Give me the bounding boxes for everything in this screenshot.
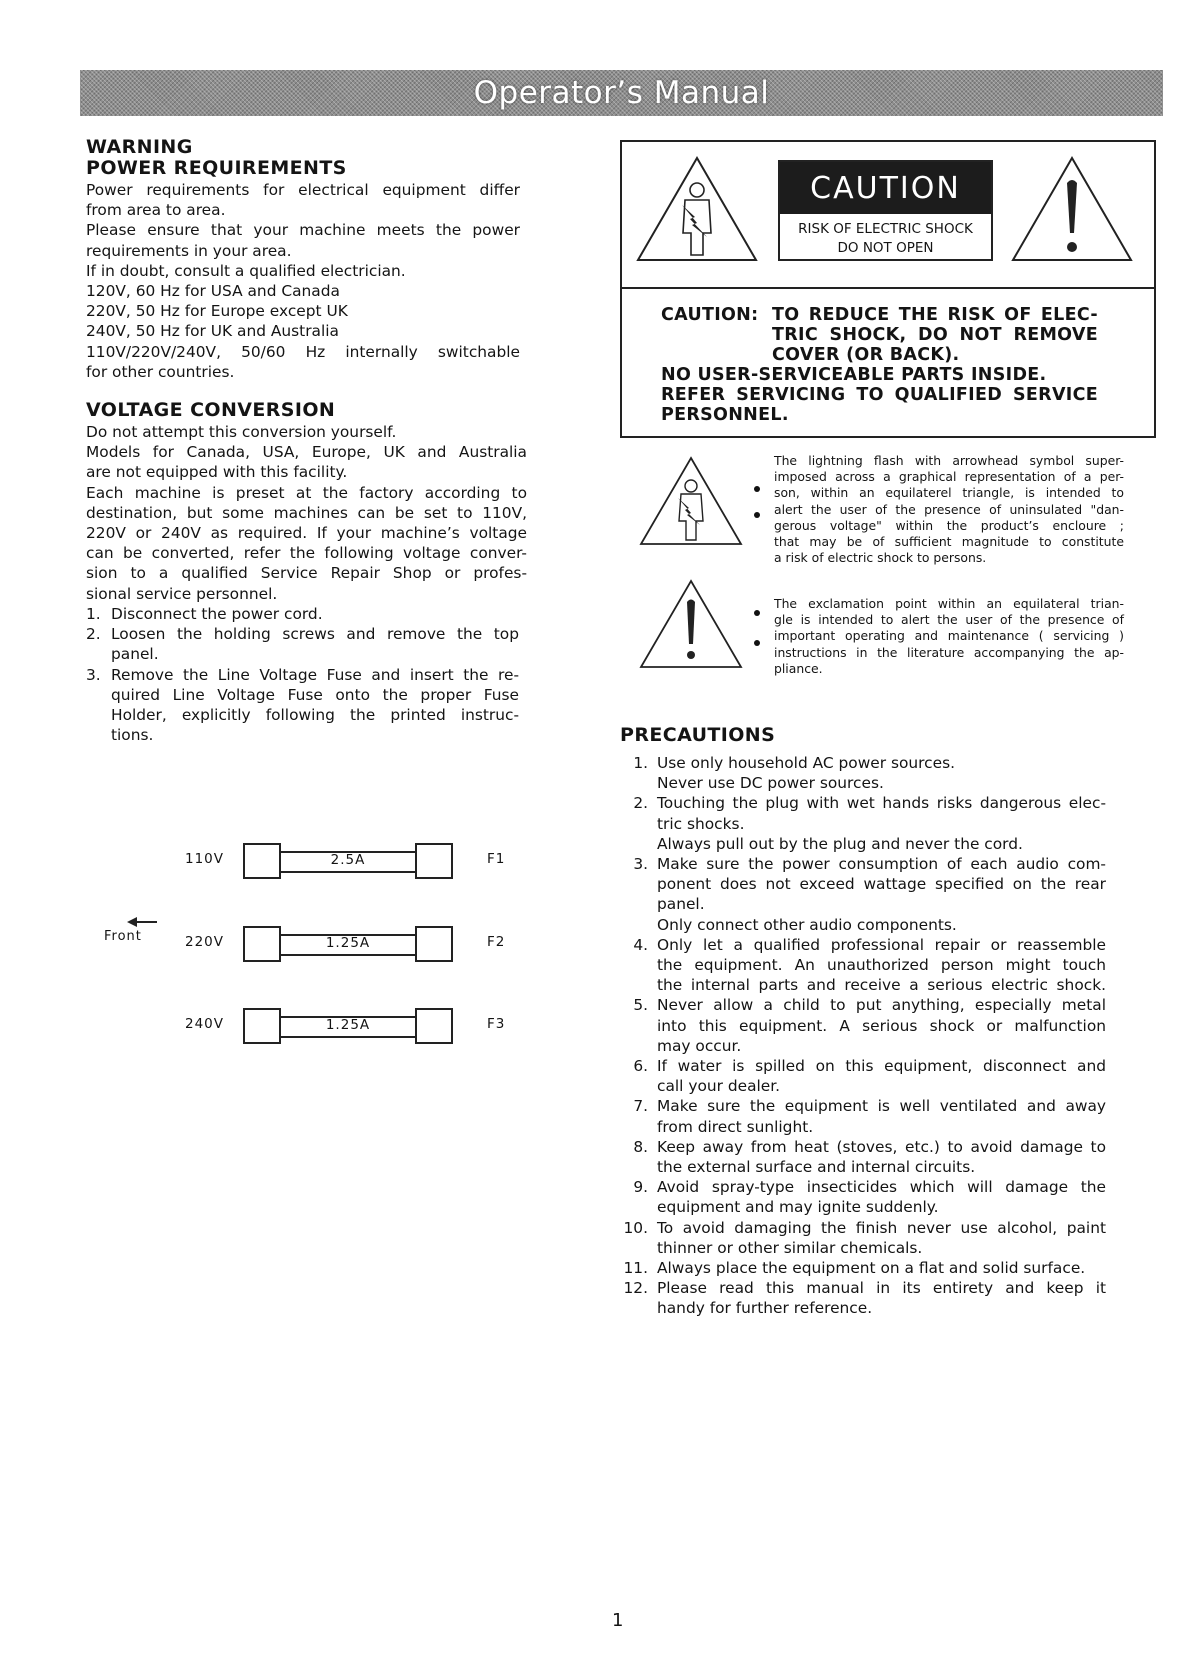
step-number: 2. <box>86 625 101 644</box>
text-line: a risk of electric shock to persons. <box>774 550 987 566</box>
text-line: Never use DC power sources. <box>657 774 884 793</box>
text-line: To avoid damaging the finish never use alcohol, paint <box>657 1218 1106 1237</box>
list-item <box>620 1278 1106 1318</box>
exclamation-triangle-icon <box>638 578 744 670</box>
item-number: 3. <box>633 855 648 874</box>
list-item <box>620 1218 1106 1258</box>
text-line: are not equipped with this facility. <box>86 463 348 482</box>
item-number: 4. <box>633 935 648 954</box>
voltage-steps-list <box>86 604 527 745</box>
text-line: for other countries. <box>86 362 235 381</box>
text-line: Make sure the power consumption of each audio com- <box>657 855 1106 874</box>
text-line: Please ensure that your machine meets the power <box>86 221 520 240</box>
arrow-left-icon <box>127 916 159 928</box>
fuse-voltage: 220V <box>185 934 225 950</box>
item-number: 11. <box>623 1259 648 1278</box>
text-line: from direct sunlight. <box>657 1117 814 1136</box>
text-line: Models for Canada, USA, Europe, UK and Australia <box>86 443 527 462</box>
caution-heading: CAUTION <box>780 162 991 214</box>
list-item <box>86 624 527 664</box>
text-line: The lightning flash with arrowhead symbol super- <box>774 453 1124 468</box>
text-line: into this equipment. A serious shock or malfunction <box>657 1016 1106 1035</box>
caution-line: TO REDUCE THE RISK OF ELEC- <box>772 305 1098 325</box>
text-line: the internal parts and receive a serious electric shock. <box>657 976 1106 995</box>
divider <box>620 287 1156 289</box>
voltage-conversion-heading: VOLTAGE CONVERSION <box>86 399 336 421</box>
text-line: Never allow a child to put anything, especially metal <box>657 996 1106 1015</box>
text-line: Keep away from heat (stoves, etc.) to avoid damage to <box>657 1137 1106 1156</box>
text-line: destination, but some machines can be set to 110V, <box>86 503 527 522</box>
lightning-symbol-text <box>774 453 1124 566</box>
text-line: tric shocks. <box>657 814 745 833</box>
text-line: that may be of sufficient magnitude to constitute <box>774 534 1124 550</box>
fuse-id: F1 <box>487 851 506 867</box>
precautions-list <box>620 753 1106 1319</box>
list-item <box>620 1177 1106 1217</box>
fuse-voltage: 240V <box>185 1016 225 1032</box>
text-line: quired Line Voltage Fuse onto the proper Fuse <box>111 685 519 704</box>
power-requirements-heading: POWER REQUIREMENTS <box>86 157 347 179</box>
text-line: Do not attempt this conversion yourself. <box>86 423 397 441</box>
text-line: 220V, 50 Hz for Europe except UK <box>86 302 348 321</box>
text-line: the external surface and internal circuits. <box>657 1158 976 1177</box>
text-line: 240V, 50 Hz for UK and Australia <box>86 322 339 341</box>
text-line: from area to area. <box>86 201 226 220</box>
fuse-holder-icon <box>243 1003 453 1045</box>
list-item <box>86 665 527 746</box>
bullet <box>754 486 760 492</box>
text-line: ponent does not exceed wattage specified on the rear <box>657 875 1106 894</box>
list-item <box>620 1258 1106 1278</box>
text-line: Always place the equipment on a flat and solid surface. <box>657 1259 1086 1278</box>
fuse-id: F3 <box>487 1016 506 1032</box>
text-line: instructions in the literature accompanying the ap- <box>774 644 1124 660</box>
caution-do-not-open-text: DO NOT OPEN <box>837 240 934 256</box>
voltage-conversion-text <box>86 422 527 604</box>
page-title: Operator’s Manual <box>473 75 770 111</box>
caution-line: NO USER-SERVICEABLE PARTS INSIDE. <box>661 365 1047 385</box>
text-line: handy for further reference. <box>657 1299 873 1318</box>
text-line: Make sure the equipment is well ventilated and away <box>657 1097 1106 1116</box>
text-line: Avoid spray-type insecticides which will damage the <box>657 1178 1106 1197</box>
caution-label <box>778 160 993 261</box>
text-line: can be converted, refer the following voltage conver- <box>86 544 527 563</box>
step-number: 3. <box>86 665 101 684</box>
lightning-person-triangle-icon <box>635 155 759 263</box>
fuse-holder-icon <box>243 921 453 963</box>
text-line: Always pull out by the plug and never the cord. <box>657 834 1023 853</box>
text-line: sion to a qualified Service Repair Shop or profes- <box>86 564 527 583</box>
lightning-person-triangle-icon <box>638 455 744 547</box>
bullet <box>754 640 760 646</box>
step-number: 1. <box>86 605 101 623</box>
list-item <box>620 753 1106 793</box>
item-number: 9. <box>633 1178 648 1197</box>
caution-line: REFER SERVICING TO QUALIFIED SERVICE <box>661 385 1098 405</box>
text-line: imposed across a graphical representation of a per- <box>774 469 1124 485</box>
text-line: Remove the Line Voltage Fuse and insert the re- <box>111 665 519 684</box>
caution-line: COVER (OR BACK). <box>772 345 960 365</box>
text-line: 120V, 60 Hz for USA and Canada <box>86 282 340 301</box>
text-line: Use only household AC power sources. <box>657 754 955 772</box>
list-item <box>620 793 1106 854</box>
bullet <box>754 512 760 518</box>
exclamation-symbol-text <box>774 596 1124 677</box>
text-line: Loosen the holding screws and remove the top <box>111 625 519 644</box>
text-line: Power requirements for electrical equipment differ <box>86 181 520 199</box>
text-line: Please read this manual in its entirety and keep it <box>657 1279 1106 1298</box>
precautions-heading: PRECAUTIONS <box>620 724 776 746</box>
item-number: 1. <box>633 754 648 772</box>
text-line: Disconnect the power cord. <box>111 605 323 623</box>
text-line: tions. <box>111 726 154 745</box>
fuse-rating: 1.25A <box>325 1017 371 1033</box>
text-line: pliance. <box>774 660 823 676</box>
item-number: 7. <box>633 1097 648 1116</box>
text-line: Only connect other audio components. <box>657 915 957 934</box>
text-line: son, within an equilaterel triangle, is intended to <box>774 485 1124 501</box>
text-line: 220V or 240V as required. If your machine’s voltage <box>86 524 527 543</box>
text-line: the equipment. An unauthorized person might touch <box>657 956 1106 975</box>
text-line: panel. <box>111 645 159 664</box>
list-item <box>620 995 1106 1056</box>
caution-line: TRIC SHOCK, DO NOT REMOVE <box>772 325 1098 345</box>
text-line: gerous voltage" within the product’s encloure ; <box>774 517 1124 533</box>
text-line: The exclamation point within an equilateral trian- <box>774 596 1124 611</box>
text-line: alert the user of the presence of uninsulated "dan- <box>774 501 1124 517</box>
fuse-id: F2 <box>487 934 506 950</box>
text-line: thinner or other similar chemicals. <box>657 1238 923 1257</box>
text-line: If water is spilled on this equipment, disconnect and <box>657 1057 1106 1076</box>
item-number: 5. <box>633 996 648 1015</box>
list-item <box>620 935 1106 996</box>
exclamation-triangle-icon <box>1010 155 1134 263</box>
item-number: 10. <box>623 1218 648 1237</box>
text-line: may occur. <box>657 1036 742 1055</box>
list-item <box>620 1096 1106 1136</box>
title-bar <box>80 70 1163 116</box>
text-line: equipment and may ignite suddenly. <box>657 1198 939 1217</box>
text-line: call your dealer. <box>657 1077 781 1096</box>
text-line: Only let a qualified professional repair or reassemble <box>657 935 1106 954</box>
text-line: Touching the plug with wet hands risks dangerous elec- <box>657 794 1106 813</box>
fuse-voltage: 110V <box>185 851 225 867</box>
text-line: 110V/220V/240V, 50/60 Hz internally switchable <box>86 342 520 361</box>
item-number: 12. <box>623 1279 648 1298</box>
fuse-rating: 1.25A <box>325 935 371 951</box>
caution-prefix: CAUTION: <box>661 305 759 325</box>
text-line: Each machine is preset at the factory according to <box>86 483 527 502</box>
warning-heading: WARNING <box>86 136 193 158</box>
list-item <box>620 854 1106 935</box>
item-number: 8. <box>633 1137 648 1156</box>
text-line: panel. <box>657 895 705 914</box>
list-item <box>86 604 527 624</box>
power-requirements-text <box>86 180 520 382</box>
caution-risk-text: RISK OF ELECTRIC SHOCK <box>798 221 973 237</box>
item-number: 2. <box>633 794 648 813</box>
caution-line: PERSONNEL. <box>661 405 789 425</box>
fuse-rating: 2.5A <box>330 852 366 868</box>
list-item <box>620 1137 1106 1177</box>
front-label: Front <box>104 929 142 944</box>
page-number: 1 <box>612 1610 624 1631</box>
text-line: sional service personnel. <box>86 584 278 603</box>
list-item <box>620 1056 1106 1096</box>
text-line: Holder, explicitly following the printed instruc- <box>111 706 519 725</box>
bullet <box>754 610 760 616</box>
item-number: 6. <box>633 1057 648 1076</box>
text-line: requirements in your area. <box>86 241 292 260</box>
text-line: important operating and maintenance ( servicing ) <box>774 628 1124 644</box>
text-line: gle is intended to alert the user of the presence of <box>774 612 1124 628</box>
fuse-holder-icon <box>243 838 453 880</box>
text-line: If in doubt, consult a qualified electrician. <box>86 261 406 280</box>
